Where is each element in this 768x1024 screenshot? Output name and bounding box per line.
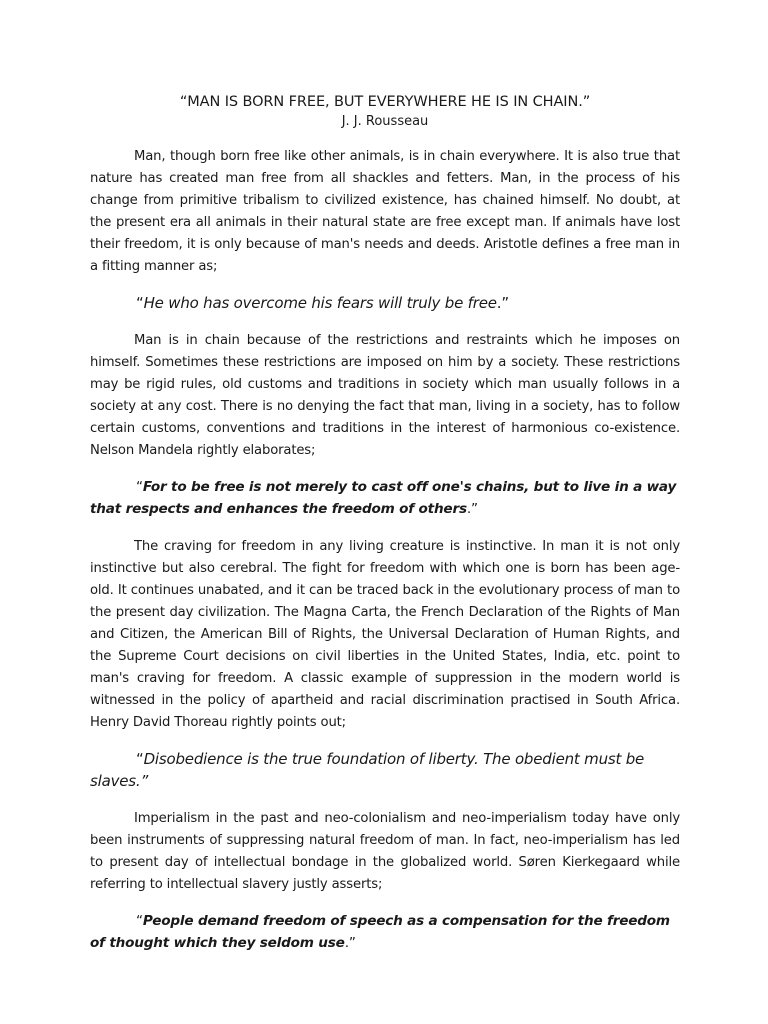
quote-open-mark: “ [136,750,144,768]
quote-thoreau [90,748,680,792]
quote-text: People demand freedom of speech as a compensation for the freedom of thought which they seldom use [90,913,670,951]
quote-close-mark: .” [496,294,509,312]
quote-close-mark: .” [466,501,478,517]
quote-open-mark: “ [136,294,144,312]
quote-open-mark: “ [136,913,143,929]
paragraph-3: The craving for freedom in any living creature is instinctive. In man it is not only instinctive but also cerebral. The fight for freedom with which one is born has been age-old. It continues unabated, and it can be traced back in the evolutionary process of man to the present day civilization. The Magna Carta, the French Declaration of the Rights of Man and Citizen, the American Bill of Rights, the Universal Declaration of Human Rights, and the Supreme Court decisions on civil liberties in the United States, India, etc. point to man's craving for freedom. A classic example of suppression in the modern world is witnessed in the policy of apartheid and racial discrimination practised in South Africa. Henry David Thoreau rightly points out; [90,539,680,730]
quote-text: For to be free is not merely to cast off one's chains, but to live in a way that respects and enhances the freedom of others [90,479,677,517]
quote-text: Disobedience is the true foundation of liberty. The obedient must be slaves.” [90,750,645,790]
document-title: “MAN IS BORN FREE, BUT EVERYWHERE HE IS IN CHAIN.” [179,94,591,110]
quote-kierkegaard [90,910,680,954]
document-body [90,92,680,970]
quote-aristotle [90,292,680,314]
paragraph-1: Man, though born free like other animals, is in chain everywhere. It is also true that nature has created man free from all shackles and fetters. Man, in the process of his change from primitive tribalism to civilized existence, has chained himself. No doubt, at the present era all animals in their natural state are free except man. If animals have lost their freedom, it is only because of man's needs and deeds. Aristotle defines a free man in a fitting manner as; [90,149,680,274]
paragraph-2: Man is in chain because of the restrictions and restraints which he imposes on himself. Sometimes these restrictions are imposed on him by a society. These restrictions may be rigid rules, old customs and traditions in society which man usually follows in a society at any cost. There is no denying the fact that man, living in a society, has to follow certain customs, conventions and traditions in the interest of harmonious co-existence. Nelson Mandela rightly elaborates; [90,333,680,458]
document-author: J. J. Rousseau [341,114,429,129]
quote-text: He who has overcome his fears will truly be free [143,294,497,312]
quote-mandela [90,476,680,520]
paragraph-4: Imperialism in the past and neo-colonialism and neo-imperialism today have only been instruments of suppressing natural freedom of man. In fact, neo-imperialism has led to present day of intellectual bondage in the globalized world. Søren Kierkegaard while referring to intellectual slavery justly asserts; [90,811,680,892]
quote-open-mark: “ [136,479,143,495]
quote-close-mark: .” [344,935,356,951]
